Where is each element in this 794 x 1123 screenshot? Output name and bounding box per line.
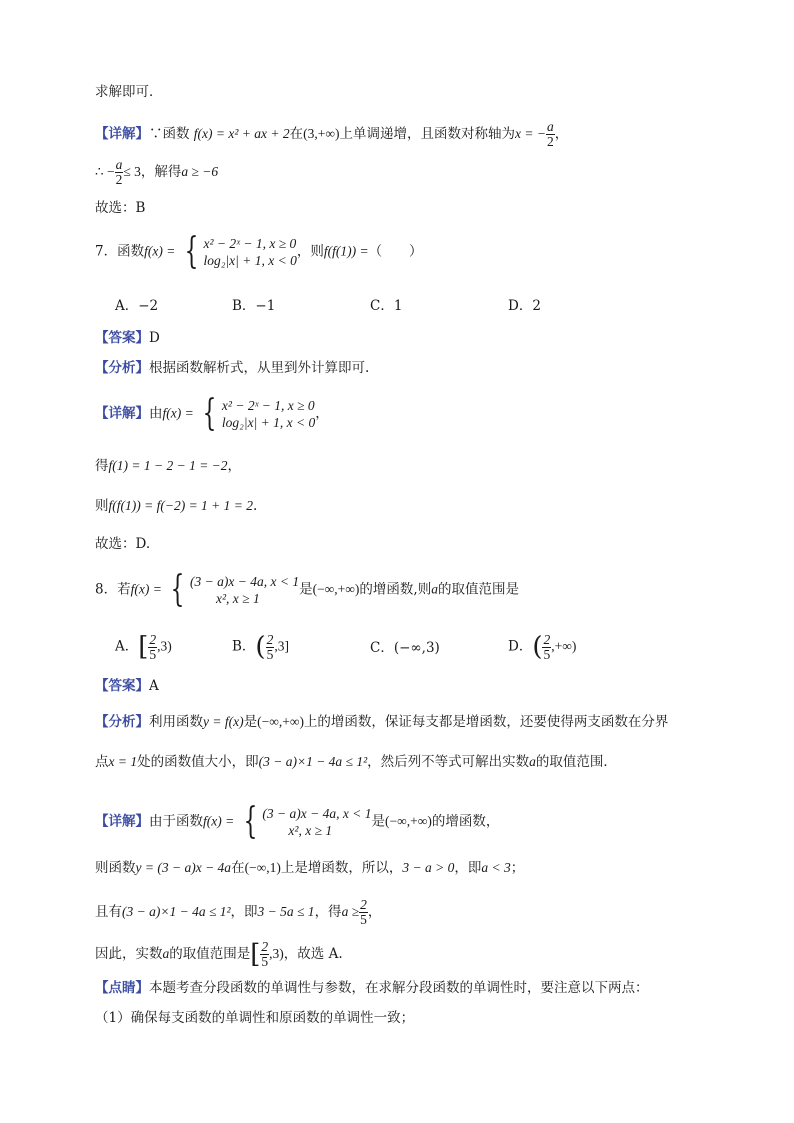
piecewise-function: { x² − 2ˣ − 1, x ≥ 0 log₂|x| + 1, x < 0: [184, 231, 297, 272]
q8-conclusion: 因此，实数a的取值范围是[ $\frac{2}{5}$ ,3)，故选 A.: [95, 939, 343, 970]
fraction-2-over-5: $\frac{2}{5}$: [360, 897, 367, 927]
line-conclusion: 求解即可．: [95, 84, 163, 100]
q7-step2: 则f(f(1)) = f(−2) = 1 + 1 = 2.: [95, 498, 258, 514]
q8-note-point1: （1）确保每支函数的单调性和原函数的单调性一致；: [95, 1010, 415, 1026]
q8-step2: 且有(3 − a)×1 − 4a ≤ 1²，即3 − 5a ≤ 1，得a ≥ $\frac{2}{5}$ ，: [95, 897, 382, 927]
q6-detail: 【详解】∵函数 f(x) = x² + ax + 2在(3,+∞)上单调递增，且函数对称轴为x = − $\frac{a}{2}$ ，: [95, 119, 569, 149]
q7-final-answer: 故选：D.: [95, 536, 151, 552]
fraction-2-over-5: $\frac{2}{5}$: [261, 939, 269, 969]
q7-option-c: C．1: [370, 298, 403, 314]
q7-question: 7．函数f(x) = { x² − 2ˣ − 1, x ≥ 0 log₂|x| + 1, x < 0 ，则f(f(1)) =（ ）: [95, 231, 423, 272]
fraction-a-over-2: $\frac{a}{2}$: [115, 157, 123, 187]
piecewise-function: { (3 − a)x − 4a, x < 1 x², x ≥ 1: [243, 801, 372, 842]
piecewise-function: { (3 − a)x − 4a, x < 1 x², x ≥ 1: [170, 569, 300, 610]
q8-detail: 【详解】由于函数f(x) = { (3 − a)x − 4a, x < 1 x², x ≥ 1 是(−∞,+∞)的增函数，: [95, 801, 500, 842]
q8-step1: 则函数y = (3 − a)x − 4a在(−∞,1)上是增函数，所以，3 − a > 0，即a < 3；: [95, 860, 525, 876]
q7-option-b: B．−1: [232, 298, 276, 314]
q7-detail: 【详解】由f(x) = { x² − 2ˣ − 1, x ≥ 0 log₂|x| + 1, x < 0 ，: [95, 393, 329, 434]
q7-option-d: D．2: [508, 298, 541, 314]
q8-note: 【点睛】本题考查分段函数的单调性与参数，在求解分段函数的单调性时，要注意以下两点：: [95, 980, 649, 996]
q8-option-c: C．(−∞,3): [370, 640, 440, 656]
q7-answer: 【答案】D: [95, 330, 160, 346]
q8-option-d: D．( $\frac{2}{5}$ ,+∞): [508, 631, 577, 662]
q7-analysis: 【分析】根据函数解析式，从里到外计算即可.: [95, 360, 370, 376]
detail-tag: 【详解】: [95, 126, 149, 142]
fraction-a-over-2: $\frac{a}{2}$: [546, 119, 554, 149]
q8-option-a: A．[ $\frac{2}{5}$ ,3): [115, 631, 172, 662]
q7-option-a: A．−2: [115, 298, 159, 314]
q7-step1: 得f(1) = 1 − 2 − 1 = −2，: [95, 458, 242, 474]
q8-option-b: B．( $\frac{2}{5}$ ,3]: [232, 631, 289, 662]
q6-answer: 故选：B: [95, 200, 146, 216]
q8-analysis-line2: 点x = 1处的函数值大小，即(3 − a)×1 − 4a ≤ 1²，然后列不等式可解出实数a的取值范围．: [95, 754, 617, 770]
q8-question: 8．若f(x) = { (3 − a)x − 4a, x < 1 x², x ≥ 1 是(−∞,+∞)的增函数,则a的取值范围是: [95, 569, 519, 610]
q8-analysis: 【分析】利用函数y = f(x)是(−∞,+∞)上的增函数，保证每支都是增函数，还要使得两支函数在分界: [95, 714, 669, 730]
q8-answer: 【答案】A: [95, 678, 159, 694]
q6-inequality: ∴ − $\frac{a}{2}$ ≤ 3，解得a ≥ −6: [95, 157, 219, 187]
piecewise-function: { x² − 2ˣ − 1, x ≥ 0 log₂|x| + 1, x < 0: [202, 393, 316, 434]
